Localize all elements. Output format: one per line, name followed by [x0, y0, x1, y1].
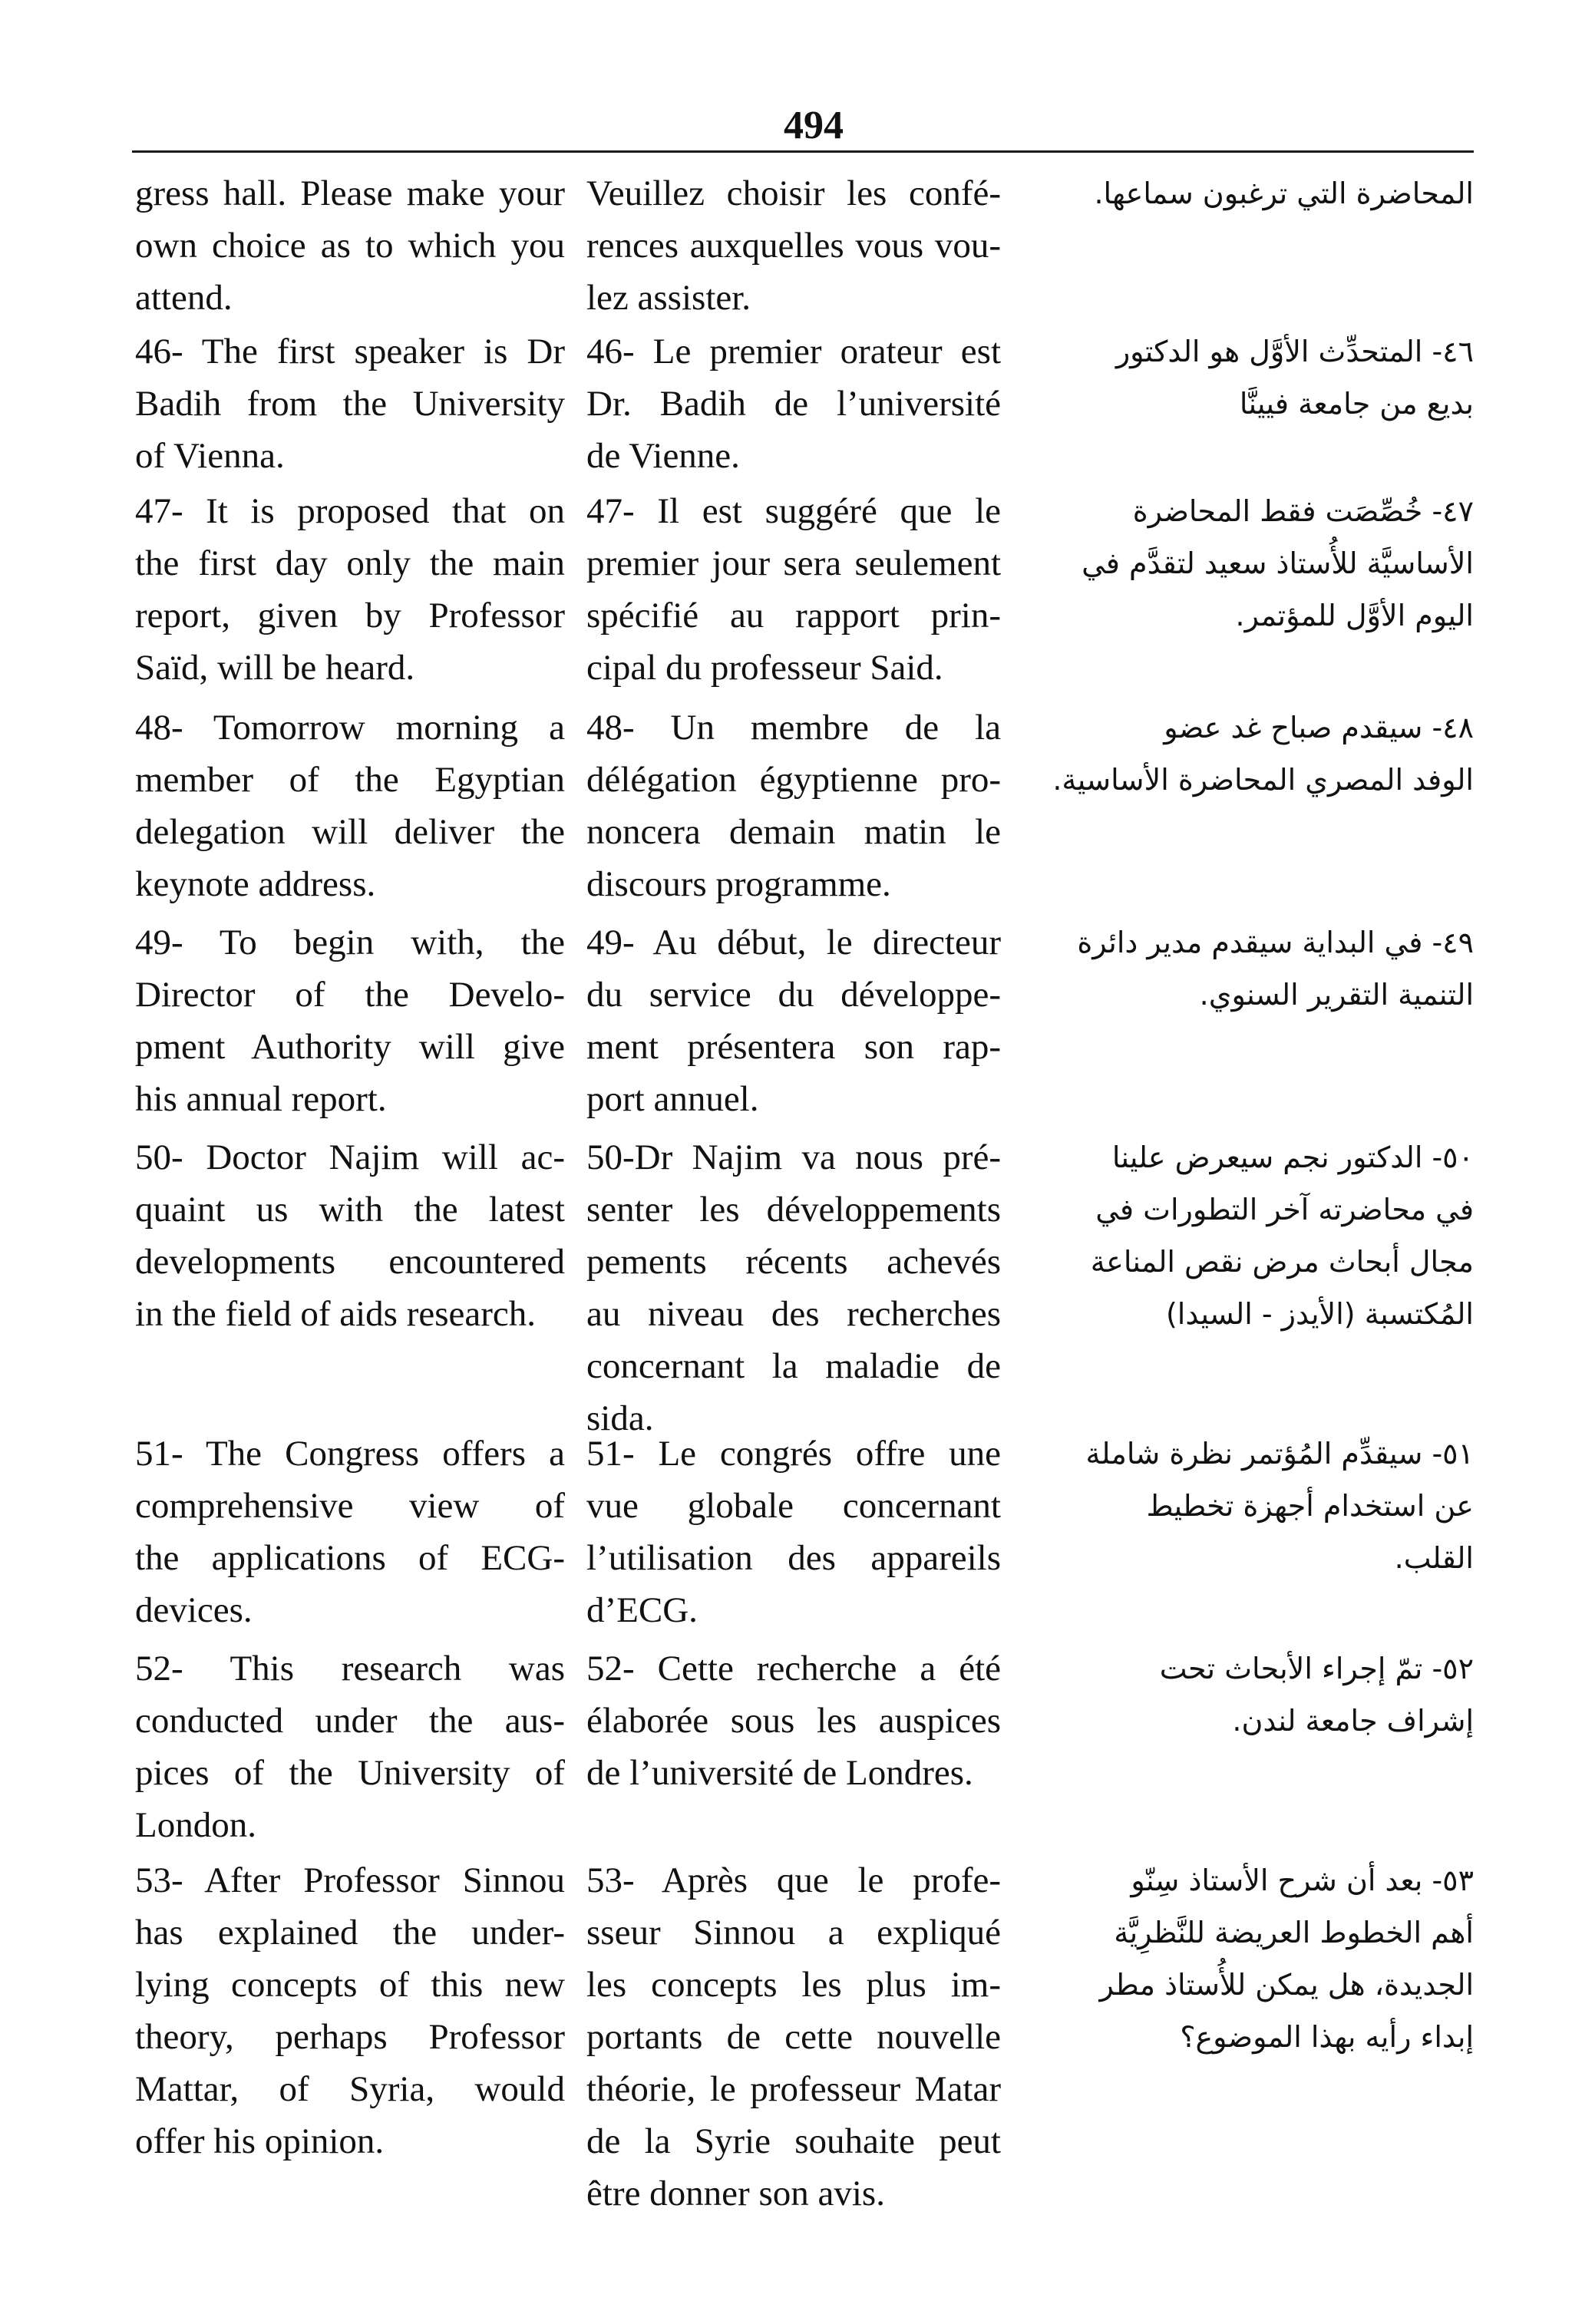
fr-line: ment présentera son rap- [586, 1027, 1001, 1067]
en-line: his annual report. [135, 1079, 387, 1119]
en-line: of Vienna. [135, 436, 285, 476]
fr-entry [586, 1854, 1001, 2220]
fr-entry [586, 916, 1001, 1125]
fr-entry [586, 1428, 1001, 1636]
fr-line: délégation égyptienne pro- [586, 760, 1001, 800]
en-line: Director of the Develo- [135, 975, 565, 1015]
fr-line: port annuel. [586, 1079, 759, 1119]
ar-line: ٤٧- خُصِّصَت فقط المحاضرة [1132, 494, 1474, 528]
ar-entry [1021, 1131, 1474, 1340]
fr-line: 46- Le premier orateur est [586, 332, 1001, 371]
en-line: 47- It is proposed that on [135, 491, 565, 531]
fr-line: au niveau des recherches [586, 1294, 1001, 1334]
en-line: in the field of aids research. [135, 1294, 537, 1334]
ar-line: ٤٨- سيقدم صباح غد عضو [1164, 711, 1474, 744]
ar-line: مجال أبحاث مرض نقص المناعة [1090, 1245, 1474, 1279]
header-rule [132, 150, 1474, 153]
fr-line: cipal du professeur Said. [586, 648, 943, 688]
en-line: quaint us with the latest [135, 1190, 565, 1230]
ar-line: الجديدة، هل يمكن للأُستاذ مطر [1099, 1968, 1474, 2002]
fr-line: pements récents achevés [586, 1242, 1001, 1282]
en-entry [135, 485, 565, 694]
en-line: the first day only the main [135, 543, 565, 583]
en-line: delegation will deliver the [135, 812, 565, 852]
ar-entry [1021, 1854, 1474, 2063]
ar-line: اليوم الأوَّل للمؤتمر. [1235, 599, 1474, 632]
fr-line: 48- Un membre de la [586, 708, 1001, 748]
fr-line: d’ECG. [586, 1590, 698, 1630]
ar-entry [1021, 701, 1474, 806]
page-number: 494 [784, 104, 844, 147]
fr-line: noncera demain matin le [586, 812, 1001, 852]
fr-line: 53- Après que le profe- [586, 1860, 1001, 1900]
ar-line: أهم الخطوط العريضة للنَّظرِيَّة [1114, 1916, 1474, 1949]
en-line: 46- The first speaker is Dr [135, 332, 565, 371]
fr-entry [586, 1131, 1001, 1444]
en-line: member of the Egyptian [135, 760, 565, 800]
fr-line: de la Syrie souhaite peut [586, 2121, 1001, 2161]
en-line: attend. [135, 278, 233, 318]
en-line: pment Authority will give [135, 1027, 565, 1067]
ar-line: إشراف جامعة لندن. [1232, 1704, 1474, 1738]
en-entry [135, 1131, 565, 1340]
fr-entry [586, 1642, 1001, 1799]
en-line: conducted under the aus- [135, 1701, 565, 1741]
ar-line: الوفد المصري المحاضرة الأساسية. [1052, 763, 1474, 797]
fr-line: 51- Le congrés offre une [586, 1434, 1001, 1474]
en-entry [135, 1854, 565, 2167]
en-line: has explained the under- [135, 1913, 565, 1953]
en-line: 50- Doctor Najim will ac- [135, 1137, 565, 1177]
fr-line: senter les développements [586, 1190, 1001, 1230]
ar-line: ٥١- سيقدِّم المُؤتمر نظرة شاملة [1085, 1437, 1474, 1471]
fr-line: être donner son avis. [586, 2174, 885, 2213]
ar-line: ٥٣- بعد أن شرح الأستاذ سِنّو [1131, 1863, 1474, 1897]
fr-line: concernant la maladie de [586, 1346, 1001, 1386]
ar-line: القلب. [1394, 1541, 1474, 1575]
en-line: 48- Tomorrow morning a [135, 708, 565, 748]
en-line: 52- This research was [135, 1649, 565, 1689]
en-entry [135, 1428, 565, 1636]
en-line: 49- To begin with, the [135, 923, 565, 962]
en-line: comprehensive view of [135, 1486, 565, 1526]
ar-entry [1021, 1428, 1474, 1584]
ar-entry [1021, 325, 1474, 430]
fr-line: élaborée sous les auspices [586, 1701, 1001, 1741]
fr-line: lez assister. [586, 278, 751, 318]
ar-line: ٤٩- في البداية سيقدم مدير دائرة [1077, 926, 1474, 959]
fr-line: de Vienne. [586, 436, 740, 476]
fr-line: les concepts les plus im- [586, 1965, 1001, 2005]
ar-line: في محاضرته آخر التطورات في [1095, 1193, 1474, 1226]
ar-line: التنمية التقرير السنوي. [1199, 978, 1474, 1012]
en-line: London. [135, 1805, 256, 1845]
en-line: Saïd, will be heard. [135, 648, 415, 688]
fr-line: Veuillez choisir les confé- [586, 173, 1001, 213]
ar-line: ٤٦- المتحدِّث الأوَّل هو الدكتور [1115, 335, 1474, 368]
fr-entry [586, 325, 1001, 482]
en-entry [135, 701, 565, 910]
en-line: Badih from the University [135, 384, 565, 424]
en-line: pices of the University of [135, 1753, 565, 1793]
fr-line: du service du développe- [586, 975, 1001, 1015]
fr-line: 52- Cette recherche a été [586, 1649, 1001, 1689]
fr-line: 50-Dr Najim va nous pré- [586, 1137, 1001, 1177]
en-entry [135, 167, 565, 324]
fr-line: théorie, le professeur Matar [586, 2069, 1001, 2109]
ar-line: الأساسيَّة للأُستاذ سعيد لتقدَّم في [1082, 546, 1474, 580]
ar-line: ٥٢- تمّ إجراء الأبحاث تحت [1159, 1652, 1474, 1685]
fr-line: de l’université de Londres. [586, 1753, 973, 1793]
fr-line: 49- Au début, le directeur [586, 923, 1001, 962]
ar-line: إبداء رأيه بهذا الموضوع؟ [1180, 2020, 1474, 2054]
en-line: 51- The Congress offers a [135, 1434, 565, 1474]
en-line: offer his opinion. [135, 2121, 385, 2161]
ar-entry [1021, 167, 1474, 220]
fr-line: 47- Il est suggéré que le [586, 491, 1001, 531]
ar-entry [1021, 1642, 1474, 1747]
fr-line: rences auxquelles vous vou- [586, 226, 1001, 266]
ar-line: المُكتسبة (الأيدز - السيدا) [1165, 1297, 1474, 1331]
fr-line: portants de cette nouvelle [586, 2017, 1001, 2057]
ar-entry [1021, 485, 1474, 642]
en-line: lying concepts of this new [135, 1965, 565, 2005]
en-line: report, given by Professor [135, 596, 565, 635]
ar-line: بديع من جامعة فيينَّا [1239, 387, 1474, 421]
en-line: the applications of ECG- [135, 1538, 565, 1578]
en-line: theory, perhaps Professor [135, 2017, 565, 2057]
en-line: devices. [135, 1590, 253, 1630]
en-entry [135, 916, 565, 1125]
ar-line: المحاضرة التي ترغبون سماعها. [1094, 177, 1474, 210]
en-line: developments encountered [135, 1242, 565, 1282]
fr-line: spécifié au rapport prin- [586, 596, 1001, 635]
fr-line: sida. [586, 1398, 654, 1438]
fr-line: discours programme. [586, 864, 891, 904]
en-line: Mattar, of Syria, would [135, 2069, 565, 2109]
en-line: gress hall. Please make your [135, 173, 565, 213]
fr-entry [586, 701, 1001, 910]
en-entry [135, 1642, 565, 1851]
ar-entry [1021, 916, 1474, 1021]
fr-line: sseur Sinnou a expliqué [586, 1913, 1001, 1953]
en-line: 53- After Professor Sinnou [135, 1860, 565, 1900]
fr-line: premier jour sera seulement [586, 543, 1001, 583]
ar-line: عن استخدام أجهزة تخطيط [1146, 1489, 1474, 1523]
fr-entry [586, 485, 1001, 694]
fr-line: vue globale concernant [586, 1486, 1001, 1526]
fr-line: Dr. Badih de l’université [586, 384, 1001, 424]
en-line: keynote address. [135, 864, 376, 904]
en-line: own choice as to which you [135, 226, 565, 266]
fr-line: l’utilisation des appareils [586, 1538, 1001, 1578]
en-entry [135, 325, 565, 482]
ar-line: ٥٠- الدكتور نجم سيعرض علينا [1111, 1141, 1474, 1174]
fr-entry [586, 167, 1001, 324]
